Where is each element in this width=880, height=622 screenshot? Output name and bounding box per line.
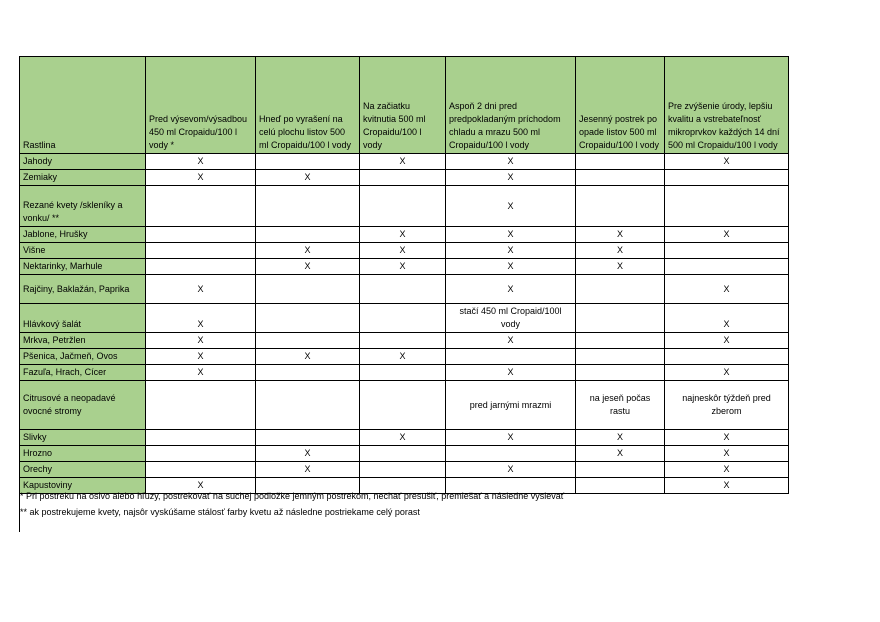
plant-name: Kapustoviny	[20, 478, 146, 494]
mark-cell	[576, 349, 665, 365]
mark-cell: X	[665, 365, 789, 381]
plant-name: Jablone, Hrušky	[20, 227, 146, 243]
mark-cell: X	[256, 259, 360, 275]
table-row	[20, 430, 789, 446]
mark-cell	[256, 186, 360, 227]
mark-cell: X	[446, 333, 576, 349]
mark-cell	[576, 154, 665, 170]
table-row	[20, 186, 789, 227]
mark-cell: X	[446, 259, 576, 275]
plant-name: Rezané kvety /skleníky a vonku/ **	[20, 186, 146, 227]
mark-cell	[665, 349, 789, 365]
table-row	[20, 349, 789, 365]
plant-name: Fazuľa, Hrach, Cícer	[20, 365, 146, 381]
table-row	[20, 259, 789, 275]
mark-cell	[360, 275, 446, 304]
mark-cell: X	[665, 430, 789, 446]
mark-cell: X	[146, 154, 256, 170]
plant-name: Rajčiny, Baklažán, Paprika	[20, 275, 146, 304]
mark-cell: X	[256, 170, 360, 186]
mark-cell: X	[665, 478, 789, 494]
mark-cell: X	[576, 243, 665, 259]
mark-cell: X	[360, 349, 446, 365]
mark-cell	[360, 446, 446, 462]
table-row	[20, 154, 789, 170]
mark-cell: X	[446, 275, 576, 304]
mark-cell: X	[665, 154, 789, 170]
mark-cell: X	[446, 365, 576, 381]
mark-cell	[146, 259, 256, 275]
mark-cell	[256, 365, 360, 381]
mark-cell	[360, 304, 446, 333]
mark-cell: X	[446, 243, 576, 259]
mark-cell: X	[576, 430, 665, 446]
mark-cell	[576, 365, 665, 381]
note-cell: pred jarnými mrazmi	[446, 381, 576, 430]
mark-cell	[256, 227, 360, 243]
table-row	[20, 227, 789, 243]
header-yield: Pre zvýšenie úrody, lepšiu kvalitu a vstrebateľnosť mikroprvkov každých 14 dní 500 ml Cropaidu/100 l vody	[665, 57, 789, 154]
plant-name: Pšenica, Jačmeň, Ovos	[20, 349, 146, 365]
mark-cell	[146, 227, 256, 243]
spray-schedule-table	[19, 56, 789, 494]
header-after-budding: Hneď po vyrašení na celú plochu listov 500 ml Cropaidu/100 l vody	[256, 57, 360, 154]
note-cell: najneskôr týždeň pred zberom	[665, 381, 789, 430]
mark-cell	[360, 381, 446, 430]
plant-name: Nektarinky, Marhule	[20, 259, 146, 275]
mark-cell	[665, 170, 789, 186]
mark-cell: X	[665, 333, 789, 349]
plant-name: Orechy	[20, 462, 146, 478]
mark-cell: X	[146, 478, 256, 494]
mark-cell: X	[665, 462, 789, 478]
note-cell: na jeseň počas rastu	[576, 381, 665, 430]
mark-cell: X	[576, 227, 665, 243]
mark-cell	[665, 243, 789, 259]
mark-cell	[146, 381, 256, 430]
mark-cell	[576, 333, 665, 349]
plant-name: Citrusové a neopadavé ovocné stromy	[20, 381, 146, 430]
note-cell: stačí 450 ml Cropaid/100l vody	[446, 304, 576, 333]
header-autumn: Jesenný postrek po opade listov 500 ml Cropaidu/100 l vody	[576, 57, 665, 154]
mark-cell: X	[665, 304, 789, 333]
header-before-sowing: Pred výsevom/výsadbou 450 ml Cropaidu/100 l vody *	[146, 57, 256, 154]
mark-cell	[576, 304, 665, 333]
mark-cell	[360, 462, 446, 478]
header-flowering: Na začiatku kvitnutia 500 ml Cropaidu/100 l vody	[360, 57, 446, 154]
mark-cell: X	[256, 446, 360, 462]
mark-cell: X	[146, 275, 256, 304]
plant-name: Hlávkový šalát	[20, 304, 146, 333]
mark-cell	[665, 259, 789, 275]
mark-cell	[576, 275, 665, 304]
table-row	[20, 304, 789, 333]
mark-cell: X	[446, 227, 576, 243]
mark-cell	[360, 170, 446, 186]
mark-cell	[146, 446, 256, 462]
mark-cell	[576, 462, 665, 478]
table-row	[20, 170, 789, 186]
table-row	[20, 462, 789, 478]
mark-cell: X	[446, 430, 576, 446]
mark-cell	[665, 186, 789, 227]
header-before-frost: Aspoň 2 dni pred predpokladaným príchodom chladu a mrazu 500 ml Cropaidu/100 l vody	[446, 57, 576, 154]
plant-name: Hrozno	[20, 446, 146, 462]
mark-cell: X	[360, 243, 446, 259]
mark-cell	[256, 381, 360, 430]
plant-name: Slivky	[20, 430, 146, 446]
mark-cell: X	[446, 186, 576, 227]
plant-name: Zemiaky	[20, 170, 146, 186]
mark-cell: X	[665, 275, 789, 304]
table-row	[20, 275, 789, 304]
footnote-1: * Pri postreku na osivo alebo hľuzy, postrekovať na suchej podložke jemným postrekom, nechať presušiť, premiešať a následne vysievať	[20, 491, 565, 501]
plant-name: Jahody	[20, 154, 146, 170]
mark-cell: X	[665, 446, 789, 462]
mark-cell: X	[360, 227, 446, 243]
mark-cell	[146, 186, 256, 227]
mark-cell: X	[146, 365, 256, 381]
mark-cell	[256, 430, 360, 446]
mark-cell: X	[146, 349, 256, 365]
mark-cell: X	[256, 243, 360, 259]
mark-cell: X	[576, 446, 665, 462]
table-row	[20, 446, 789, 462]
header-row	[20, 57, 789, 154]
table-row	[20, 333, 789, 349]
mark-cell: X	[360, 154, 446, 170]
mark-cell	[256, 304, 360, 333]
mark-cell	[576, 186, 665, 227]
mark-cell: X	[146, 170, 256, 186]
plant-name: Višne	[20, 243, 146, 259]
mark-cell: X	[256, 349, 360, 365]
mark-cell	[256, 333, 360, 349]
table-row	[20, 381, 789, 430]
mark-cell	[576, 478, 665, 494]
mark-cell: X	[446, 462, 576, 478]
mark-cell: X	[446, 170, 576, 186]
mark-cell	[360, 333, 446, 349]
table-row	[20, 243, 789, 259]
mark-cell: X	[446, 154, 576, 170]
mark-cell: X	[576, 259, 665, 275]
plant-name: Mrkva, Petržlen	[20, 333, 146, 349]
mark-cell	[446, 446, 576, 462]
mark-cell	[446, 349, 576, 365]
mark-cell	[256, 275, 360, 304]
mark-cell	[146, 462, 256, 478]
mark-cell: X	[360, 430, 446, 446]
mark-cell	[360, 365, 446, 381]
table-row	[20, 365, 789, 381]
mark-cell: X	[360, 259, 446, 275]
mark-cell	[576, 170, 665, 186]
mark-cell	[146, 243, 256, 259]
mark-cell: X	[146, 333, 256, 349]
mark-cell: X	[256, 462, 360, 478]
footnote-2: ** ak postrekujeme kvety, najsôr vyskúšame stálosť farby kvetu až následne postriekame celý porast	[20, 507, 420, 517]
mark-cell: X	[665, 227, 789, 243]
header-plant: Rastlina	[20, 57, 146, 154]
mark-cell	[360, 186, 446, 227]
mark-cell	[256, 154, 360, 170]
mark-cell: X	[146, 304, 256, 333]
mark-cell	[146, 430, 256, 446]
